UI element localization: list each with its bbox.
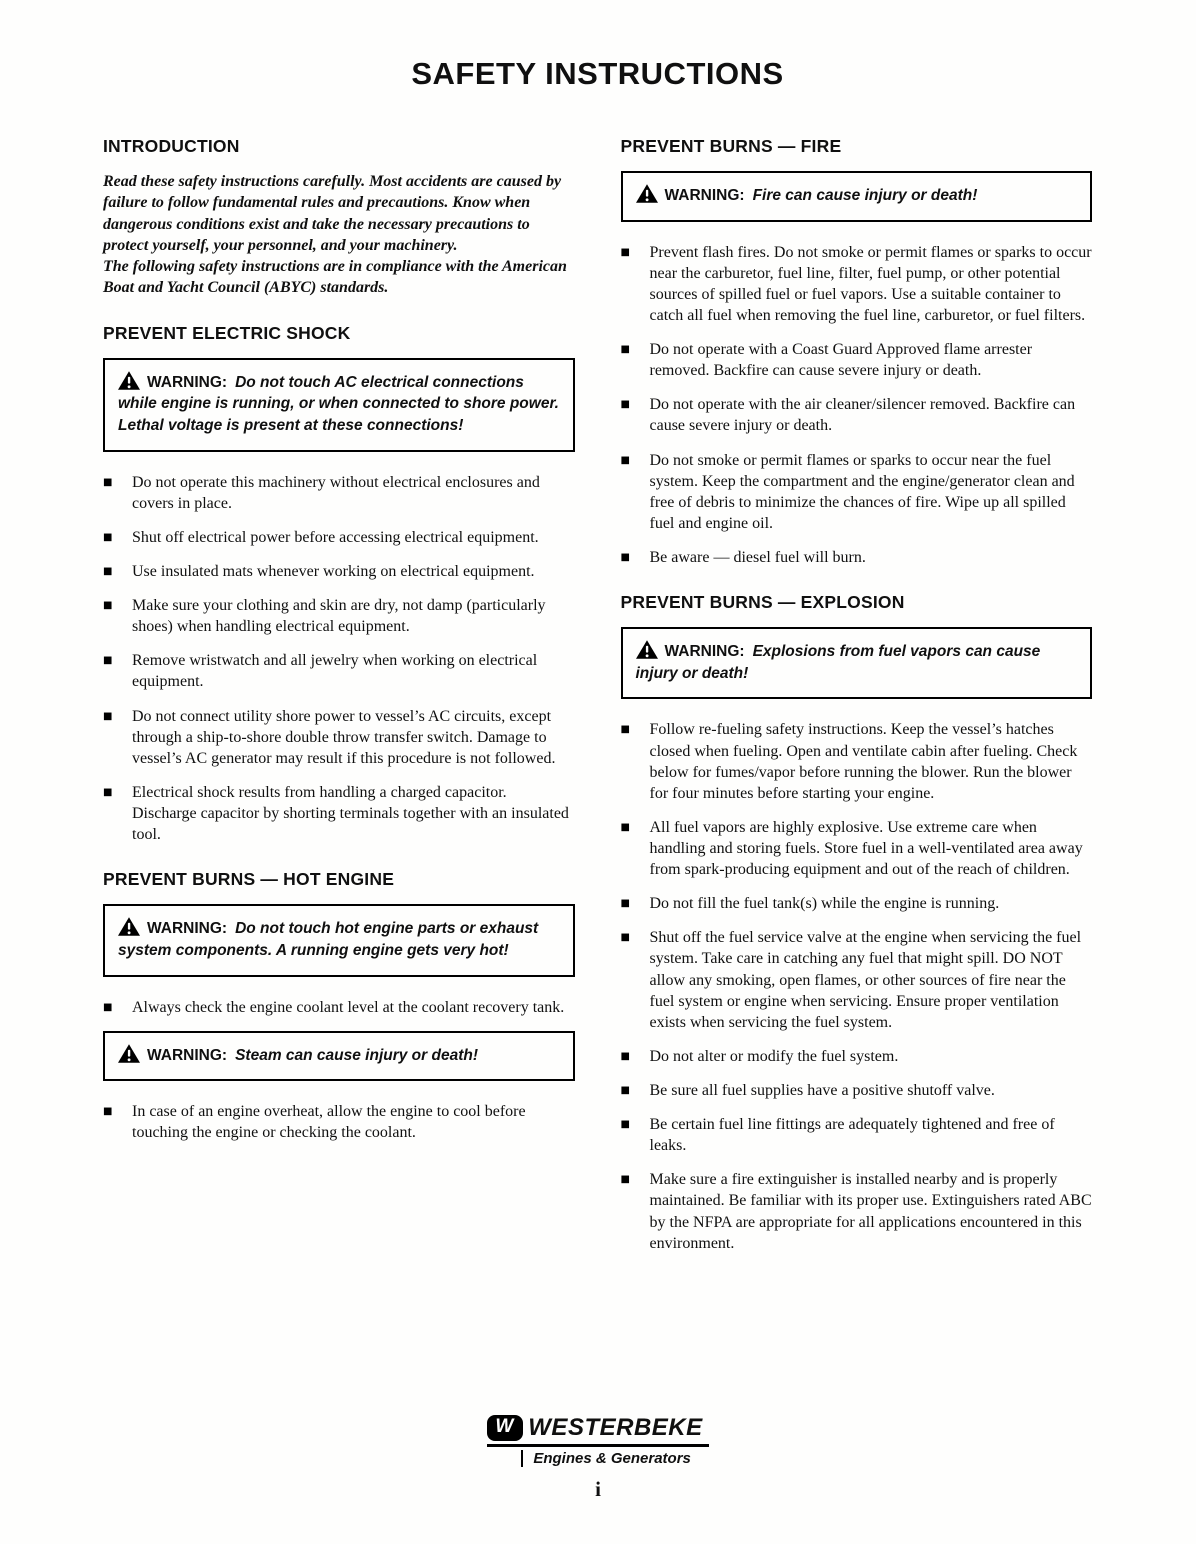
section-explosion [621, 592, 1093, 1254]
warning-label: WARNING: [147, 920, 228, 938]
heading-hot-engine: PREVENT BURNS — HOT ENGINE [103, 869, 395, 890]
bullet-text: Use insulated mats whenever working on electrical equipment. [132, 562, 535, 580]
list-item [103, 650, 575, 692]
bullet-text: Do not operate with the air cleaner/silencer removed. Backfire can cause severe injury or death. [649, 396, 1076, 435]
section-introduction [103, 136, 575, 299]
heading-electric-shock: PREVENT ELECTRIC SHOCK [103, 322, 351, 343]
section-electric-shock [103, 323, 575, 846]
list-item [103, 527, 575, 548]
bullet-text: Do not alter or modify the fuel system. [649, 1047, 899, 1065]
section-hot-engine [103, 869, 575, 1143]
page-title: SAFETY INSTRUCTIONS [411, 56, 784, 91]
bullet-square-icon: ■ [620, 1085, 630, 1097]
warning-label: WARNING: [147, 373, 228, 391]
bullet-square-icon: ■ [620, 1050, 630, 1062]
bullet-list-hot-engine-2 [103, 1101, 575, 1143]
bullet-square-icon: ■ [620, 932, 630, 944]
bullet-square-icon: ■ [620, 344, 630, 356]
brand-tagline: Engines & Generators [521, 1450, 691, 1467]
warning-box-electric-shock [103, 358, 575, 452]
warning-triangle-icon [636, 640, 658, 663]
list-item [103, 561, 575, 582]
bullet-square-icon: ■ [620, 724, 630, 736]
page-footer [0, 1414, 1196, 1502]
brand-logo [487, 1414, 708, 1467]
bullet-square-icon: ■ [103, 565, 113, 577]
list-item [621, 817, 1093, 880]
brand-logo-row [487, 1414, 708, 1447]
warning-triangle-icon [118, 371, 140, 394]
bullet-square-icon: ■ [620, 1174, 630, 1186]
bullet-square-icon: ■ [620, 246, 630, 258]
list-item [621, 1169, 1093, 1253]
bullet-text: Follow re-fueling safety instructions. Keep the vessel’s hatches closed when fueling. Open and ventilate cabin after fueling. Check below for fumes/vapor before running the blower. Run the blower for four minutes before starting your engine. [649, 721, 1078, 802]
page-number: i [595, 1477, 601, 1501]
bullet-text: Do not fill the fuel tank(s) while the engine is running. [649, 895, 1000, 913]
section-fire [621, 136, 1093, 568]
intro-paragraph-1: Read these safety instructions carefully. Most accidents are caused by failure to follow fundamental rules and precautions. Know when dangerous conditions exist and take the necessary precautions to protect yourself, your personnel, and your machinery. [103, 173, 562, 254]
westerbeke-w-icon: W [487, 1415, 523, 1442]
bullet-list-explosion [621, 719, 1093, 1253]
list-item [621, 1046, 1093, 1067]
bullet-square-icon: ■ [103, 710, 113, 722]
bullet-square-icon: ■ [620, 898, 630, 910]
bullet-square-icon: ■ [103, 600, 113, 612]
list-item [621, 1114, 1093, 1156]
bullet-square-icon: ■ [103, 786, 113, 798]
warning-text: Do not touch AC electrical connections while engine is running, or when connected to shore power. Lethal voltage is present at these connections! [118, 373, 559, 434]
column-left [103, 136, 575, 1157]
brand-name: WESTERBEKE [528, 1414, 703, 1441]
bullet-text: Make sure your clothing and skin are dry, not damp (particularly shoes) when handling electrical equipment. [132, 597, 546, 636]
bullet-square-icon: ■ [103, 655, 113, 667]
bullet-square-icon: ■ [103, 1106, 113, 1118]
heading-explosion: PREVENT BURNS — EXPLOSION [620, 592, 905, 613]
warning-triangle-icon [636, 184, 658, 207]
list-item [621, 339, 1093, 381]
bullet-list-fire [621, 242, 1093, 568]
list-item [103, 706, 575, 769]
bullet-text: Shut off the fuel service valve at the engine when servicing the fuel system. Take care in catching any fuel that might spill. DO NOT allow any smoking, open flames, or other sources of fire near the fuel system or engine when servicing. Ensure proper ventilation exists when servicing the fuel system. [649, 929, 1082, 1031]
warning-text: Steam can cause injury or death! [235, 1046, 478, 1064]
list-item [103, 595, 575, 637]
bullet-list-electric [103, 472, 575, 846]
column-right [621, 136, 1093, 1267]
bullet-text: Shut off electrical power before accessing electrical equipment. [132, 528, 539, 546]
list-item [103, 782, 575, 845]
bullet-text: Remove wristwatch and all jewelry when working on electrical equipment. [132, 652, 538, 691]
list-item [621, 242, 1093, 326]
bullet-square-icon: ■ [620, 1119, 630, 1131]
bullet-square-icon: ■ [103, 531, 113, 543]
warning-triangle-icon [118, 1044, 140, 1067]
warning-box-hot-engine [103, 904, 575, 976]
list-item [621, 450, 1093, 534]
bullet-text: Do not smoke or permit flames or sparks to occur near the fuel system. Keep the compartment and the engine/generator clean and free of debris to minimize the chances of fire. Wipe up all spilled fuel and engine oil. [649, 451, 1075, 532]
bullet-text: Do not operate this machinery without electrical enclosures and covers in place. [132, 473, 540, 512]
bullet-text: Do not connect utility shore power to vessel’s AC circuits, except through a ship-to-shore double throw transfer switch. Damage to vessel’s AC generator may result if this procedure is not followed. [132, 707, 556, 767]
bullet-text: Prevent flash fires. Do not smoke or permit flames or sparks to occur near the carburetor, fuel line, filter, fuel pump, or other potential sources of spilled fuel or fuel vapors. Use a suitable container to catch all fuel when removing the fuel line, carburetor, or fuel filters. [649, 243, 1092, 325]
warning-label: WARNING: [664, 643, 745, 661]
warning-label: WARNING: [664, 187, 745, 204]
list-item [621, 1080, 1093, 1101]
bullet-text: All fuel vapors are highly explosive. Use extreme care when handling and storing fuels. Store fuel in a well-ventilated area away from spark-producing equipment and out of the reach of children. [649, 818, 1083, 879]
warning-text: Fire can cause injury or death! [752, 187, 978, 204]
list-item [621, 394, 1093, 436]
warning-box-steam [103, 1031, 575, 1082]
bullet-square-icon: ■ [620, 399, 630, 411]
list-item [621, 719, 1093, 803]
bullet-text: In case of an engine overheat, allow the engine to cool before touching the engine or checking the coolant. [132, 1103, 526, 1142]
list-item [621, 927, 1093, 1033]
two-column-layout [103, 136, 1092, 1267]
bullet-text: Be sure all fuel supplies have a positive shutoff valve. [649, 1082, 995, 1100]
warning-box-fire [621, 171, 1093, 222]
list-item [621, 547, 1093, 568]
bullet-text: Be certain fuel line fittings are adequately tightened and free of leaks. [649, 1116, 1055, 1155]
bullet-text: Be aware — diesel fuel will burn. [649, 549, 866, 566]
bullet-text: Electrical shock results from handling a charged capacitor. Discharge capacitor by shorting terminals together with an insulated tool. [132, 783, 569, 844]
list-item [621, 893, 1093, 914]
list-item [103, 1101, 575, 1143]
bullet-square-icon: ■ [620, 454, 630, 466]
list-item [103, 997, 575, 1018]
warning-triangle-icon [118, 917, 140, 940]
bullet-square-icon: ■ [103, 1001, 113, 1013]
bullet-square-icon: ■ [620, 821, 630, 833]
intro-paragraph-2: The following safety instructions are in compliance with the American Boat and Yacht Council (ABYC) standards. [103, 258, 567, 297]
warning-text: Do not touch hot engine parts or exhaust system components. A running engine gets very hot! [118, 920, 539, 959]
bullet-list-hot-engine-1 [103, 997, 575, 1018]
bullet-text: Make sure a fire extinguisher is installed nearby and is properly maintained. Be familiar with its proper use. Extinguishers rated ABC by the NFPA are appropriate for all applications encountered in this environment. [649, 1171, 1092, 1252]
bullet-text: Do not operate with a Coast Guard Approved flame arrester removed. Backfire can cause severe injury or death. [649, 341, 1033, 380]
list-item [103, 472, 575, 514]
warning-text: Explosions from fuel vapors can cause injury or death! [635, 643, 1041, 682]
warning-label: WARNING: [147, 1046, 228, 1064]
bullet-square-icon: ■ [103, 476, 113, 488]
warning-box-explosion [621, 627, 1093, 699]
heading-fire: PREVENT BURNS — FIRE [620, 136, 842, 156]
heading-introduction: INTRODUCTION [103, 136, 240, 156]
bullet-square-icon: ■ [620, 552, 630, 563]
bullet-text: Always check the engine coolant level at the coolant recovery tank. [132, 998, 565, 1016]
